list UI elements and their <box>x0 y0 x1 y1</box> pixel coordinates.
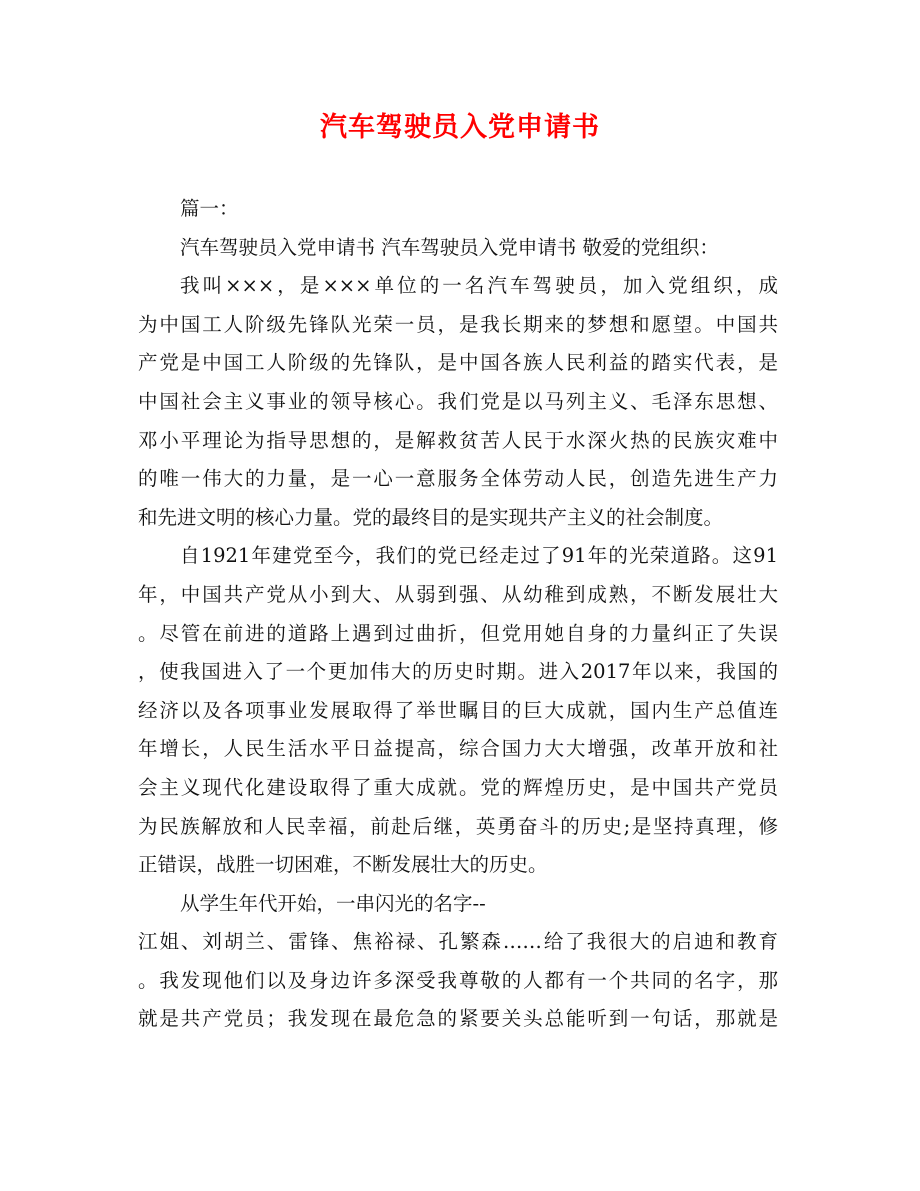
text-line: 正错误，战胜一切困难，不断发展壮大的历史。 <box>138 853 548 877</box>
text-line: 。尽管在前进的道路上遇到过曲折，但党用她自身的力量纠正了失误 <box>138 621 778 645</box>
text-line: 篇一： <box>180 197 239 220</box>
text-line: 为中国工人阶级先锋队光荣一员，是我长期来的梦想和愿望。中国共 <box>138 312 778 336</box>
text-line: 就是共产党员；我发现在最危急的紧要关头总能听到一句话，那就是 <box>138 1007 778 1031</box>
text-line: 从学生年代开始，一串闪光的名字-- <box>180 891 486 915</box>
text-line: 。我发现他们以及身边许多深受我尊敬的人都有一个共同的名字，那 <box>138 968 778 992</box>
text-line: 的唯一伟大的力量，是一心一意服务全体劳动人民，创造先进生产力 <box>138 467 778 491</box>
document-title: 汽车驾驶员入党申请书 <box>320 112 600 143</box>
text-line: 年增长，人民生活水平日益提高，综合国力大大增强，改革开放和社 <box>138 737 778 761</box>
text-line: 产党是中国工人阶级的先锋队，是中国各族人民利益的踏实代表，是 <box>138 351 778 375</box>
text-line: 江姐、刘胡兰、雷锋、焦裕禄、孔繁森……给了我很大的启迪和教育 <box>138 930 778 954</box>
text-line: 为民族解放和人民幸福，前赴后继，英勇奋斗的历史;是坚持真理，修 <box>138 814 778 838</box>
text-line: 年，中国共产党从小到大、从弱到强、从幼稚到成熟，不断发展壮大 <box>138 582 778 606</box>
text-line: 会主义现代化建设取得了重大成就。党的辉煌历史，是中国共产党员 <box>138 775 778 799</box>
text-line: 邓小平理论为指导思想的，是解救贫苦人民于水深火热的民族灾难中 <box>138 428 778 452</box>
text-line: ，使我国进入了一个更加伟大的历史时期。进入2017年以来，我国的 <box>138 660 778 684</box>
document-body <box>138 190 778 1039</box>
text-line: 经济以及各项事业发展取得了举世瞩目的巨大成就，国内生产总值连 <box>138 698 778 722</box>
text-line: 汽车驾驶员入党申请书 汽车驾驶员入党申请书 敬爱的党组织： <box>180 235 719 259</box>
text-line: 和先进文明的核心力量。党的最终目的是实现共产主义的社会制度。 <box>138 505 724 529</box>
text-line: 自1921年建党至今，我们的党已经走过了91年的光荣道路。这91 <box>180 544 778 568</box>
text-line: 我叫×××，是×××单位的一名汽车驾驶员，加入党组织，成 <box>180 274 778 298</box>
text-line: 中国社会主义事业的领导核心。我们党是以马列主义、毛泽东思想、 <box>138 389 778 413</box>
